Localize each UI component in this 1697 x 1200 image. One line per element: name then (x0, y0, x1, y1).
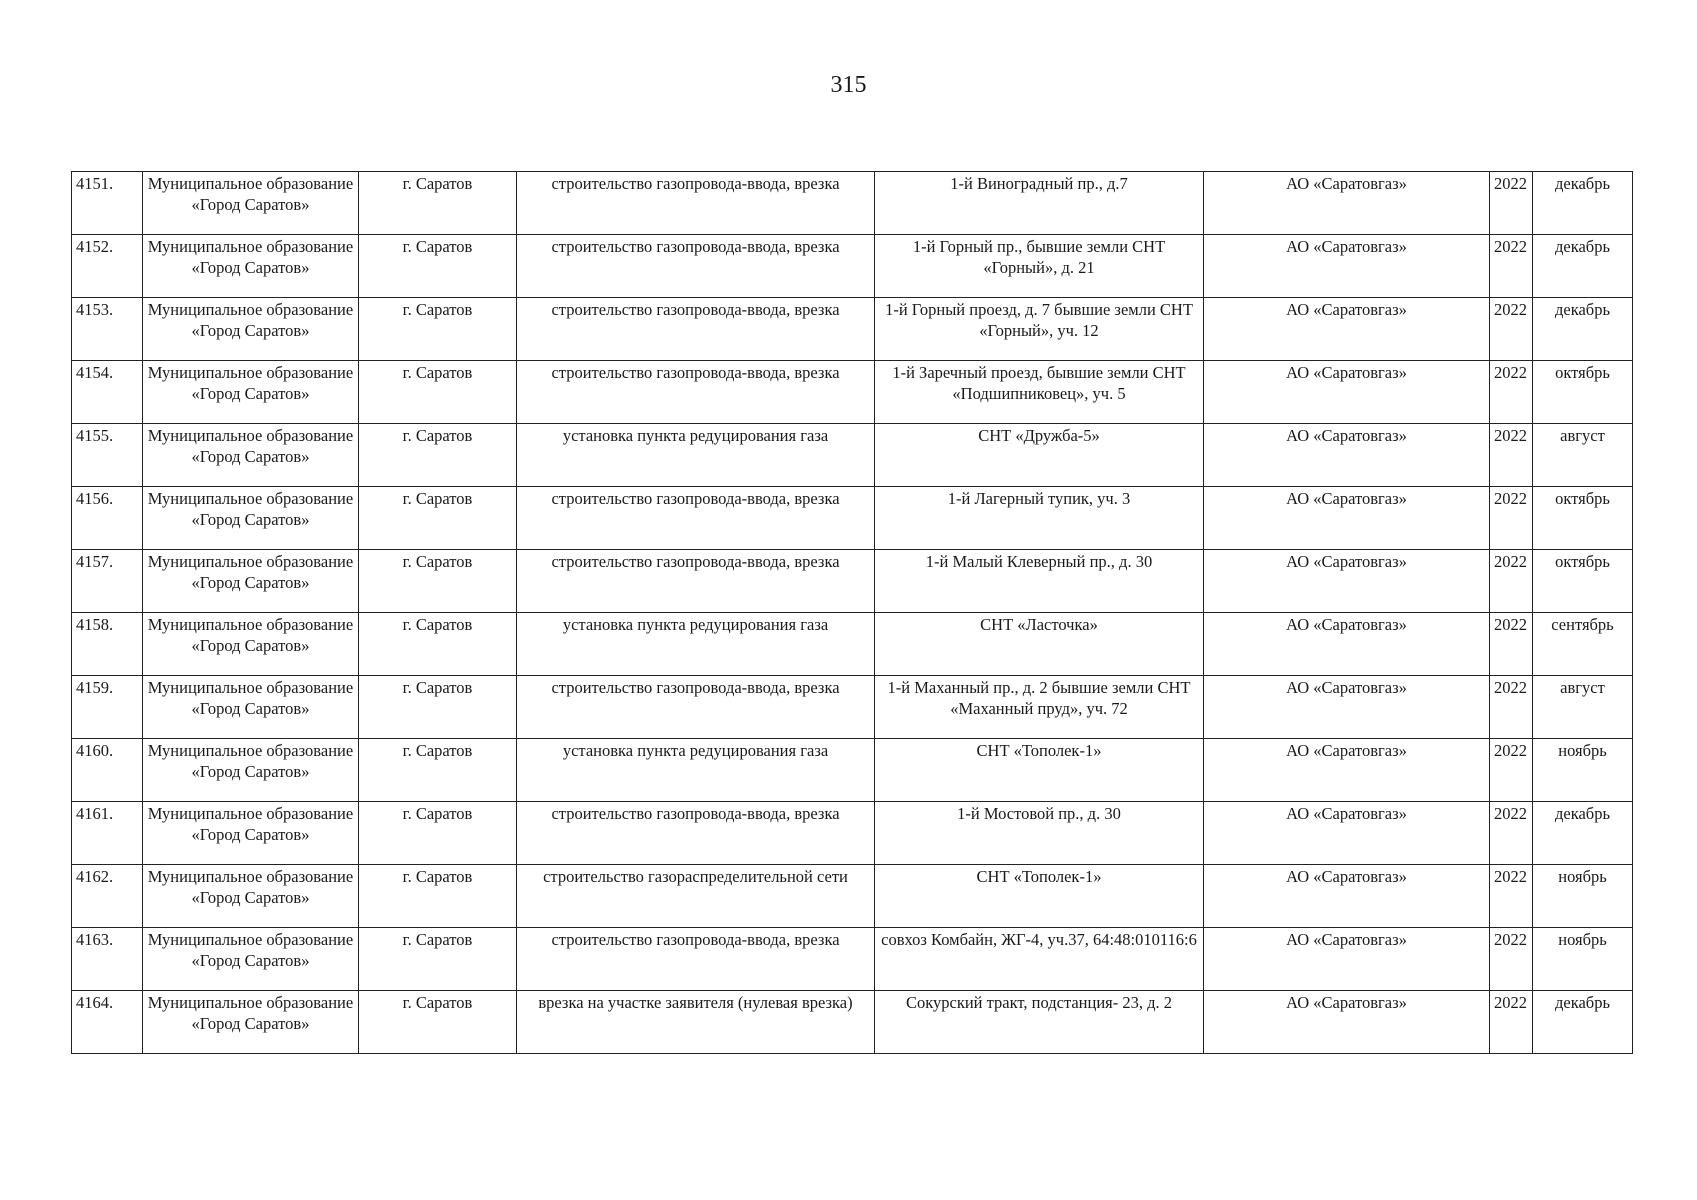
organization-cell: АО «Саратовгаз» (1204, 802, 1490, 865)
city-cell: г. Саратов (359, 613, 517, 676)
organization-cell: АО «Саратовгаз» (1204, 865, 1490, 928)
organization-cell: АО «Саратовгаз» (1204, 487, 1490, 550)
municipality-cell: Муниципальное образование «Город Саратов» (143, 424, 359, 487)
row-number-cell: 4153. (72, 298, 143, 361)
work-type-cell: установка пункта редуцирования газа (517, 424, 875, 487)
month-cell: ноябрь (1533, 739, 1633, 802)
year-cell: 2022 (1490, 550, 1533, 613)
address-cell: СНТ «Дружба-5» (875, 424, 1204, 487)
year-cell: 2022 (1490, 424, 1533, 487)
table-row (72, 424, 1633, 487)
row-number-cell: 4157. (72, 550, 143, 613)
row-number-cell: 4152. (72, 235, 143, 298)
address-cell: СНТ «Ласточка» (875, 613, 1204, 676)
row-number-cell: 4160. (72, 739, 143, 802)
page-number: 315 (830, 72, 867, 98)
month-cell: октябрь (1533, 361, 1633, 424)
address-cell: 1-й Мостовой пр., д. 30 (875, 802, 1204, 865)
address-cell: 1-й Заречный проезд, бывшие земли СНТ «Подшипниковец», уч. 5 (875, 361, 1204, 424)
table-row (72, 172, 1633, 235)
year-cell: 2022 (1490, 928, 1533, 991)
organization-cell: АО «Саратовгаз» (1204, 361, 1490, 424)
row-number-cell: 4158. (72, 613, 143, 676)
municipality-cell: Муниципальное образование «Город Саратов» (143, 991, 359, 1054)
work-type-cell: строительство газопровода-ввода, врезка (517, 676, 875, 739)
organization-cell: АО «Саратовгаз» (1204, 613, 1490, 676)
address-cell: СНТ «Тополек-1» (875, 865, 1204, 928)
table-row (72, 928, 1633, 991)
municipality-cell: Муниципальное образование «Город Саратов» (143, 802, 359, 865)
municipality-cell: Муниципальное образование «Город Саратов» (143, 172, 359, 235)
year-cell: 2022 (1490, 991, 1533, 1054)
work-type-cell: строительство газопровода-ввода, врезка (517, 235, 875, 298)
address-cell: Сокурский тракт, подстанция- 23, д. 2 (875, 991, 1204, 1054)
work-type-cell: установка пункта редуцирования газа (517, 613, 875, 676)
month-cell: август (1533, 424, 1633, 487)
city-cell: г. Саратов (359, 235, 517, 298)
city-cell: г. Саратов (359, 991, 517, 1054)
month-cell: декабрь (1533, 802, 1633, 865)
table-row (72, 550, 1633, 613)
work-type-cell: строительство газораспределительной сети (517, 865, 875, 928)
year-cell: 2022 (1490, 739, 1533, 802)
year-cell: 2022 (1490, 676, 1533, 739)
city-cell: г. Саратов (359, 550, 517, 613)
city-cell: г. Саратов (359, 424, 517, 487)
city-cell: г. Саратов (359, 802, 517, 865)
address-cell: 1-й Виноградный пр., д.7 (875, 172, 1204, 235)
work-type-cell: строительство газопровода-ввода, врезка (517, 802, 875, 865)
work-type-cell: установка пункта редуцирования газа (517, 739, 875, 802)
table-row (72, 235, 1633, 298)
city-cell: г. Саратов (359, 298, 517, 361)
address-cell: совхоз Комбайн, ЖГ-4, уч.37, 64:48:010116:6 (875, 928, 1204, 991)
table-row (72, 298, 1633, 361)
work-type-cell: строительство газопровода-ввода, врезка (517, 298, 875, 361)
organization-cell: АО «Саратовгаз» (1204, 235, 1490, 298)
month-cell: октябрь (1533, 550, 1633, 613)
row-number-cell: 4159. (72, 676, 143, 739)
organization-cell: АО «Саратовгаз» (1204, 298, 1490, 361)
municipality-cell: Муниципальное образование «Город Саратов» (143, 613, 359, 676)
work-type-cell: строительство газопровода-ввода, врезка (517, 487, 875, 550)
city-cell: г. Саратов (359, 865, 517, 928)
table-row (72, 739, 1633, 802)
municipality-cell: Муниципальное образование «Город Саратов» (143, 487, 359, 550)
municipality-cell: Муниципальное образование «Город Саратов» (143, 676, 359, 739)
year-cell: 2022 (1490, 172, 1533, 235)
table-row (72, 676, 1633, 739)
gasification-table (71, 171, 1633, 1054)
row-number-cell: 4151. (72, 172, 143, 235)
address-cell: 1-й Горный пр., бывшие земли СНТ «Горный», д. 21 (875, 235, 1204, 298)
work-type-cell: строительство газопровода-ввода, врезка (517, 172, 875, 235)
municipality-cell: Муниципальное образование «Город Саратов» (143, 361, 359, 424)
table-row (72, 361, 1633, 424)
municipality-cell: Муниципальное образование «Город Саратов» (143, 298, 359, 361)
municipality-cell: Муниципальное образование «Город Саратов» (143, 235, 359, 298)
city-cell: г. Саратов (359, 928, 517, 991)
address-cell: 1-й Маханный пр., д. 2 бывшие земли СНТ «Маханный пруд», уч. 72 (875, 676, 1204, 739)
month-cell: сентябрь (1533, 613, 1633, 676)
row-number-cell: 4156. (72, 487, 143, 550)
address-cell: 1-й Горный проезд, д. 7 бывшие земли СНТ «Горный», уч. 12 (875, 298, 1204, 361)
organization-cell: АО «Саратовгаз» (1204, 172, 1490, 235)
city-cell: г. Саратов (359, 361, 517, 424)
month-cell: ноябрь (1533, 928, 1633, 991)
organization-cell: АО «Саратовгаз» (1204, 928, 1490, 991)
year-cell: 2022 (1490, 802, 1533, 865)
city-cell: г. Саратов (359, 172, 517, 235)
month-cell: октябрь (1533, 487, 1633, 550)
municipality-cell: Муниципальное образование «Город Саратов» (143, 739, 359, 802)
year-cell: 2022 (1490, 613, 1533, 676)
address-cell: 1-й Лагерный тупик, уч. 3 (875, 487, 1204, 550)
organization-cell: АО «Саратовгаз» (1204, 676, 1490, 739)
table-row (72, 487, 1633, 550)
table-body (72, 172, 1633, 1054)
address-cell: 1-й Малый Клеверный пр., д. 30 (875, 550, 1204, 613)
municipality-cell: Муниципальное образование «Город Саратов» (143, 928, 359, 991)
city-cell: г. Саратов (359, 739, 517, 802)
organization-cell: АО «Саратовгаз» (1204, 550, 1490, 613)
row-number-cell: 4163. (72, 928, 143, 991)
organization-cell: АО «Саратовгаз» (1204, 991, 1490, 1054)
row-number-cell: 4164. (72, 991, 143, 1054)
row-number-cell: 4155. (72, 424, 143, 487)
year-cell: 2022 (1490, 235, 1533, 298)
row-number-cell: 4161. (72, 802, 143, 865)
work-type-cell: строительство газопровода-ввода, врезка (517, 361, 875, 424)
work-type-cell: строительство газопровода-ввода, врезка (517, 928, 875, 991)
organization-cell: АО «Саратовгаз» (1204, 739, 1490, 802)
month-cell: декабрь (1533, 298, 1633, 361)
table-row (72, 613, 1633, 676)
year-cell: 2022 (1490, 865, 1533, 928)
work-type-cell: врезка на участке заявителя (нулевая врезка) (517, 991, 875, 1054)
month-cell: декабрь (1533, 991, 1633, 1054)
row-number-cell: 4154. (72, 361, 143, 424)
year-cell: 2022 (1490, 487, 1533, 550)
municipality-cell: Муниципальное образование «Город Саратов» (143, 865, 359, 928)
month-cell: август (1533, 676, 1633, 739)
year-cell: 2022 (1490, 298, 1533, 361)
city-cell: г. Саратов (359, 487, 517, 550)
address-cell: СНТ «Тополек-1» (875, 739, 1204, 802)
month-cell: ноябрь (1533, 865, 1633, 928)
month-cell: декабрь (1533, 235, 1633, 298)
table-row (72, 991, 1633, 1054)
municipality-cell: Муниципальное образование «Город Саратов» (143, 550, 359, 613)
table-row (72, 865, 1633, 928)
organization-cell: АО «Саратовгаз» (1204, 424, 1490, 487)
month-cell: декабрь (1533, 172, 1633, 235)
year-cell: 2022 (1490, 361, 1533, 424)
table-row (72, 802, 1633, 865)
row-number-cell: 4162. (72, 865, 143, 928)
city-cell: г. Саратов (359, 676, 517, 739)
work-type-cell: строительство газопровода-ввода, врезка (517, 550, 875, 613)
